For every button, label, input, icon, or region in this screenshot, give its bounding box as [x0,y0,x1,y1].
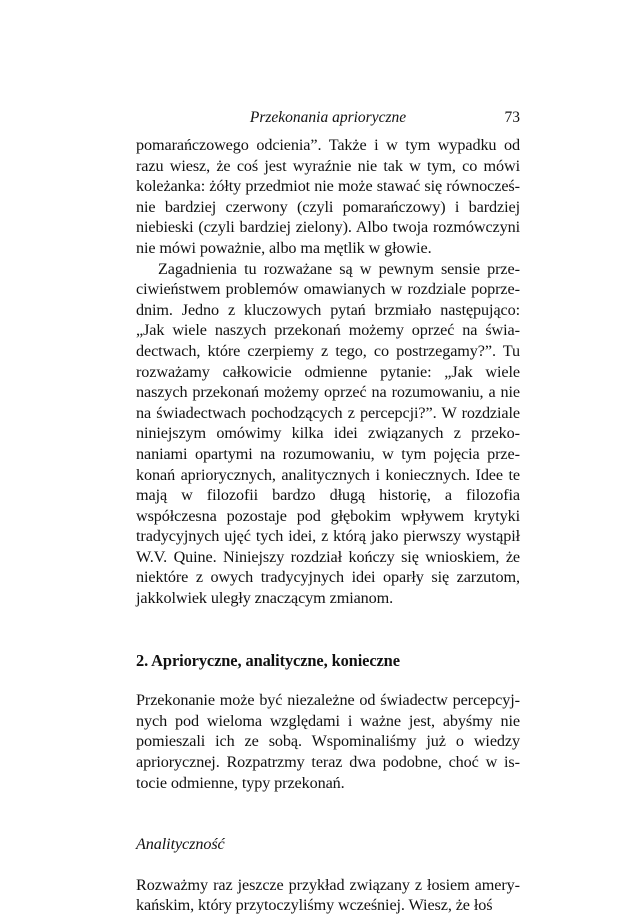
paragraph-section-intro: Przekonanie może być niezależne od świadectw percepcyjnych pod wieloma względami i ważne jest, abyśmy nie pomieszali ich ze sobą. Wspominaliśmy już o wiedzy apriorycznej. Rozpatrzmy teraz dwa podobne, choć w istocie odmienne, typy przekonań. [136,691,520,792]
paragraph-analyticity: Rozważmy raz jeszcze przykład związany z łosiem amerykańskim, który przytoczyliśmy wcześniej. Wiesz, że łoś [136,875,520,915]
section-heading: 2. Aprioryczne, analityczne, konieczne [136,650,400,670]
page-number: 73 [504,109,520,126]
running-title: Przekonania aprioryczne [249,109,407,126]
subsection-heading: Analityczność [136,835,225,854]
page-header [136,109,520,129]
paragraph-continued: pomarańczowego odcienia”. Także i w tym wypadku od razu wiesz, że coś jest wyraźnie nie tak w tym, co mówi koleżanka: żółty przedmiot nie może stawać się równocześnie bardziej czerwony (czyli pomarańczowy) i bardziej niebieski (czyli bardziej zielony). Albo twoja rozmówczyni nie mówi poważnie, albo ma mętlik w głowie. [136,136,520,257]
page-body [136,135,520,916]
paragraph-chapter-intro: Zagadnienia tu rozważane są w pewnym sensie przeciwieństwem problemów omawianych w rozdziale poprzednim. Jedno z kluczowych pytań brzmiało następująco: „Jak wiele naszych przekonań możemy oprzeć na świadectwach, które czerpiemy z tego, co postrzegamy?”. Tu rozważamy całkowicie odmienne pytanie: „Jak wiele naszych przekonań możemy oprzeć na rozumowaniu, a nie na świadectwach pochodzących z percepcji?”. W rozdziale niniejszym omówimy kilka idei związanych z przekonaniami opartymi na rozumowaniu, w tym pojęcia przekonań apriorycznych, analitycznych i koniecznych. Idee te mają w filozofii bardzo długą historię, a filozofia współczesna pozostaje pod głębokim wpływem krytyki tradycyjnych ujęć tych idei, z którą jako pierwszy wystąpił W.V. Quine. Niniejszy rozdział kończy się wnioskiem, że niektóre z owych tradycyjnych idei oparły się zarzutom, jakkolwiek uległy znaczącym zmianom. [136,259,520,608]
